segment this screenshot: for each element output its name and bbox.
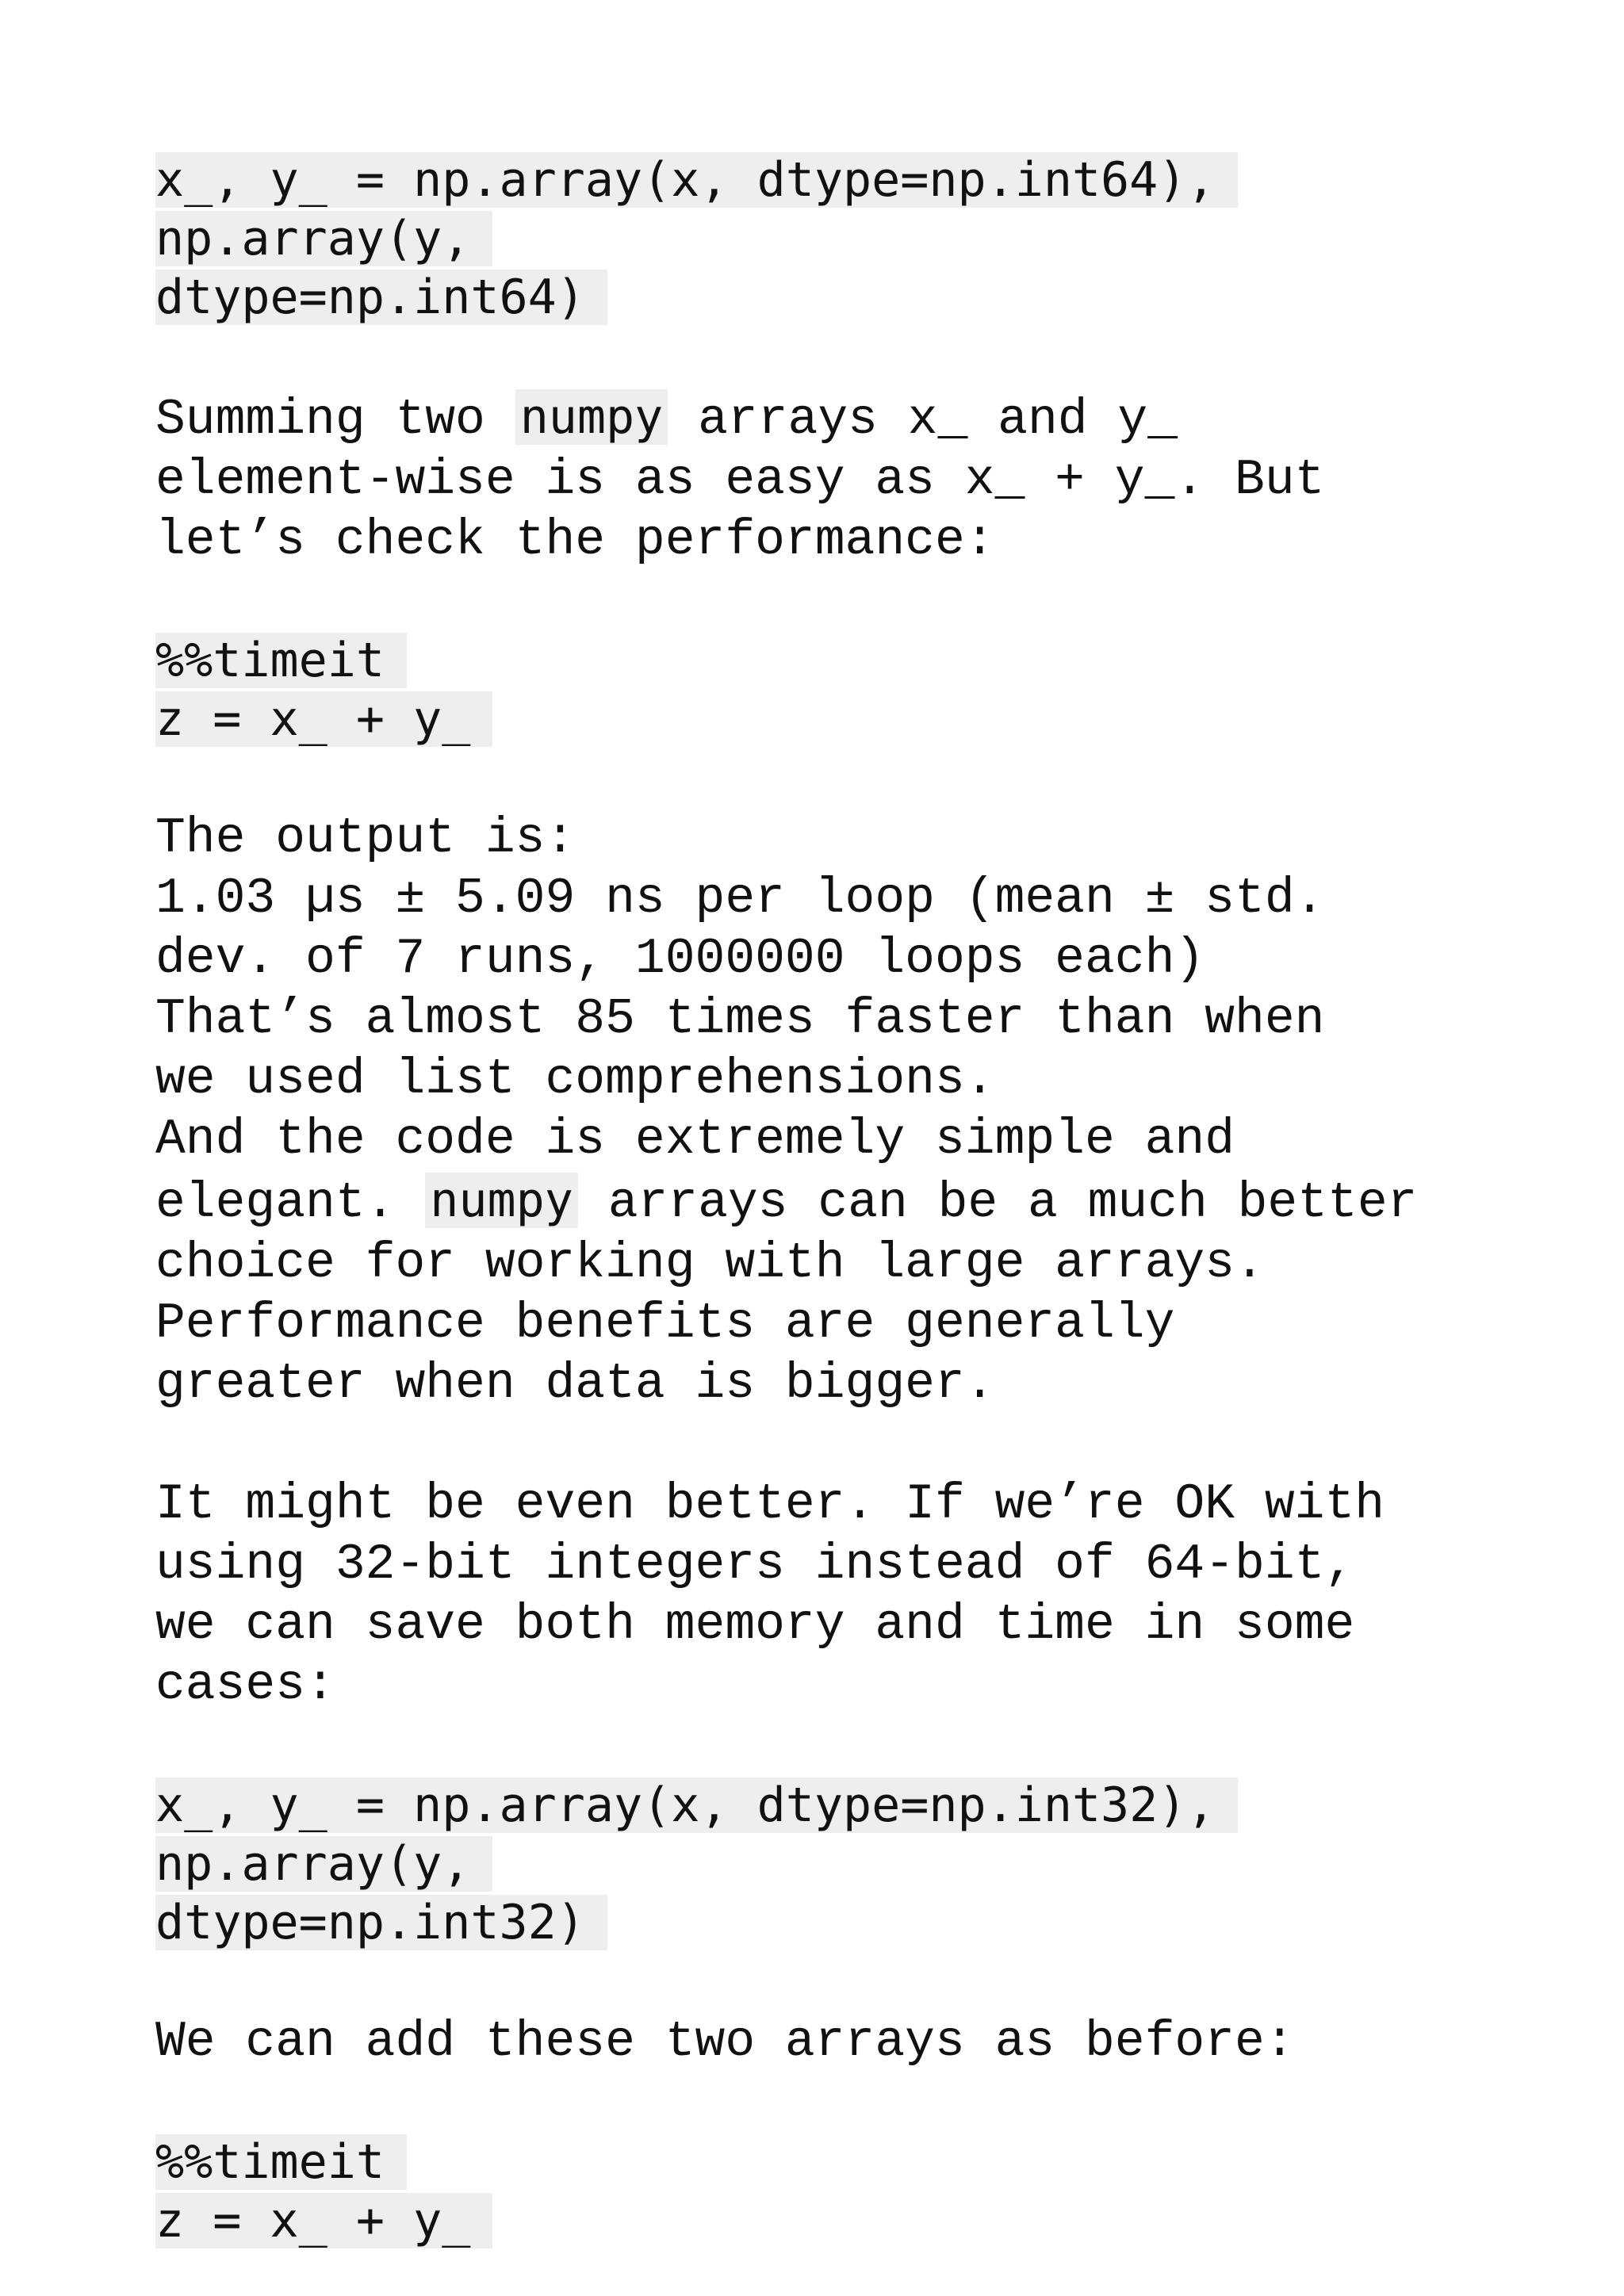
text-line: choice for working with large arrays. <box>155 1235 1265 1292</box>
text-line: we used list comprehensions. <box>155 1051 995 1108</box>
code-block-int64 <box>155 151 1488 327</box>
text-line: It might be even better. If we’re OK with <box>155 1476 1385 1533</box>
document-body <box>155 151 1488 2250</box>
code-line: %%timeit <box>155 2133 1488 2191</box>
code-line: z = x_ + y_ <box>155 690 1488 748</box>
code-line: dtype=np.int32) <box>155 1893 1488 1952</box>
text-line: Performance benefits are generally <box>155 1295 1175 1352</box>
paragraph-32bit <box>155 1475 1488 1716</box>
text-line: using 32-bit integers instead of 64-bit, <box>155 1536 1355 1593</box>
paragraph-summing <box>155 387 1488 571</box>
code-block-timeit-2 <box>155 2133 1488 2250</box>
text-line: And the code is extremely simple and <box>155 1112 1235 1168</box>
text-line: Summing two numpy arrays x_ and y_ <box>155 389 1178 448</box>
text-line: 1.03 µs ± 5.09 ns per loop (mean ± std. <box>155 871 1325 927</box>
text-line: We can add these two arrays as before: <box>155 2014 1295 2070</box>
text-line: greater when data is bigger. <box>155 1356 995 1412</box>
code-line: dtype=np.int64) <box>155 268 1488 327</box>
code-block-int32 <box>155 1776 1488 1952</box>
code-line: z = x_ + y_ <box>155 2191 1488 2250</box>
code-line: %%timeit <box>155 631 1488 690</box>
text-line: we can save both memory and time in some <box>155 1597 1355 1653</box>
code-block-timeit-1 <box>155 631 1488 748</box>
text-line: That’s almost 85 times faster than when <box>155 991 1325 1047</box>
inline-code-numpy: numpy <box>515 389 668 445</box>
text-line: dev. of 7 runs, 1000000 loops each) <box>155 931 1205 987</box>
text-line: cases: <box>155 1657 335 1713</box>
text-line: let’s check the performance: <box>155 512 995 568</box>
paragraph-add-before <box>155 2012 1488 2072</box>
text-line: element-wise is as easy as x_ + y_. But <box>155 452 1325 508</box>
text-line: elegant. numpy arrays can be a much better <box>155 1173 1418 1231</box>
code-line: x_, y_ = np.array(x, dtype=np.int32), np.array(y, <box>155 1776 1488 1893</box>
text-line: The output is: <box>155 810 576 867</box>
paragraph-output <box>155 809 1488 1414</box>
inline-code-numpy: numpy <box>425 1173 578 1228</box>
code-line: x_, y_ = np.array(x, dtype=np.int64), np.array(y, <box>155 151 1488 268</box>
